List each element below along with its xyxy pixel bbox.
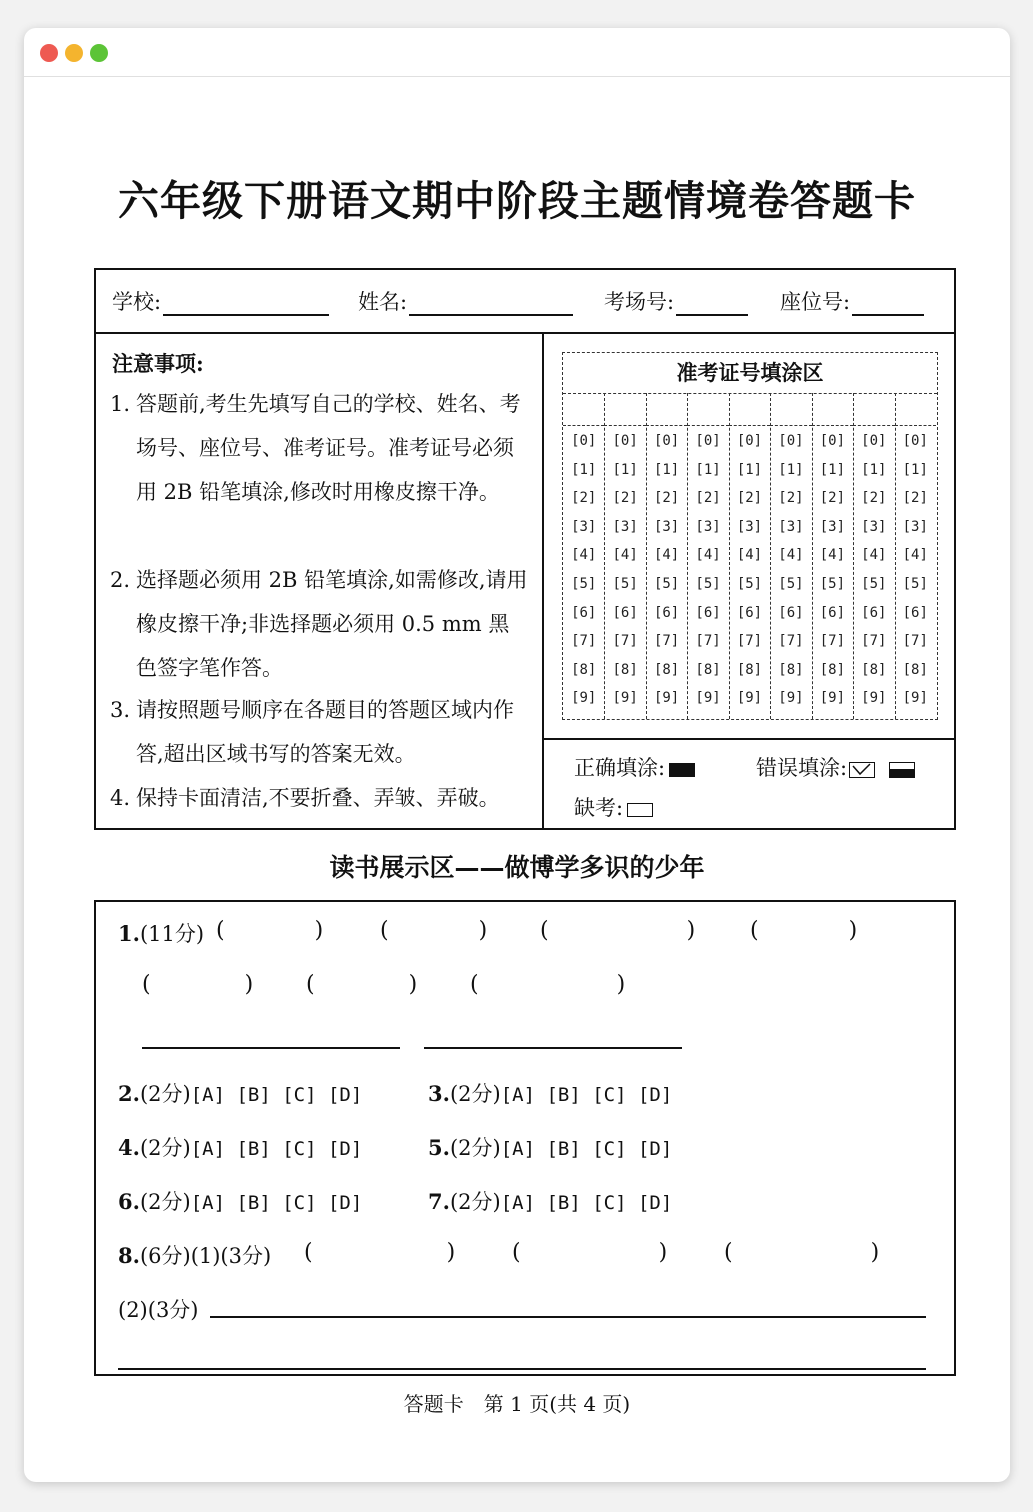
exam-id-bubble[interactable]: [1] [736, 461, 763, 478]
exam-id-bubble[interactable]: [4] [902, 547, 928, 564]
exam-id-bubble[interactable]: [5] [653, 576, 680, 592]
exam-id-bubble[interactable]: [1] [819, 461, 846, 478]
seat-label: 座位号: [780, 290, 851, 314]
exam-id-bubble[interactable]: [2] [736, 490, 763, 507]
note-number: 2. [110, 568, 131, 592]
legend-absent-label: 缺考: [574, 796, 624, 820]
answer-line[interactable] [210, 1316, 926, 1318]
exam-id-bubble[interactable]: [6] [902, 604, 928, 621]
legend-correct-label: 正确填涂: [574, 756, 666, 780]
exam-id-bubble[interactable]: [6] [653, 604, 680, 621]
student-info-row [96, 270, 954, 334]
answer-bracket[interactable]: ( ) [724, 1240, 880, 1265]
exam-id-write-box[interactable] [729, 393, 770, 426]
exam-id-write-box[interactable] [646, 393, 687, 426]
choice-options[interactable]: [A] [B] [C] [D] [190, 1084, 363, 1106]
exam-id-bubble[interactable]: [2] [778, 490, 804, 507]
note-item [110, 776, 528, 820]
exam-room-input-line[interactable] [676, 292, 748, 316]
answer-line[interactable] [142, 1047, 400, 1049]
name-field [358, 286, 573, 316]
note-item [110, 688, 528, 776]
maximize-window-icon[interactable] [90, 44, 108, 62]
question-number: 3. [428, 1081, 450, 1106]
exam-id-bubble[interactable]: [9] [571, 690, 597, 707]
note-number: 1. [110, 392, 131, 416]
answer-bracket[interactable]: ( ) [142, 972, 254, 997]
checkmark-fill-icon [849, 762, 875, 778]
exam-id-column [563, 393, 605, 719]
answer-bracket[interactable]: ( ) [540, 918, 696, 943]
exam-id-bubble[interactable]: [0] [861, 433, 887, 449]
exam-room-field [604, 286, 748, 316]
exam-id-bubble[interactable]: [4] [571, 547, 597, 564]
fill-legend [544, 740, 954, 828]
exam-id-bubble[interactable]: [4] [736, 547, 763, 564]
exam-id-bubble[interactable]: [9] [778, 690, 804, 707]
exam-id-bubble[interactable]: [3] [819, 518, 846, 535]
exam-id-column [853, 393, 895, 719]
exam-id-bubble[interactable]: [5] [612, 576, 638, 592]
exam-id-bubble[interactable]: [2] [861, 490, 887, 507]
exam-id-bubble[interactable]: [1] [778, 461, 804, 478]
exam-id-bubble[interactable]: [5] [736, 576, 763, 592]
page-title: 六年级下册语文期中阶段主题情境卷答题卡 [118, 177, 916, 225]
school-input-line[interactable] [163, 292, 329, 316]
answer-bracket[interactable]: ( ) [470, 972, 626, 997]
exam-id-write-box[interactable] [770, 393, 811, 426]
exam-id-bubble[interactable]: [8] [778, 661, 804, 678]
exam-id-write-box[interactable] [687, 393, 728, 426]
exam-id-write-box[interactable] [563, 393, 604, 426]
exam-id-bubble[interactable]: [9] [902, 690, 928, 707]
section-title: 读书展示区——做博学多识的少年 [329, 853, 705, 882]
legend-absent [574, 792, 653, 822]
exam-id-bubble[interactable]: [5] [861, 576, 887, 592]
exam-id-bubble[interactable]: [8] [571, 661, 597, 678]
seat-field [780, 286, 924, 316]
exam-id-bubble[interactable]: [8] [902, 661, 928, 678]
exam-id-bubble[interactable]: [4] [819, 547, 846, 564]
exam-id-bubble[interactable]: [5] [778, 576, 804, 592]
name-label: 姓名: [358, 290, 408, 314]
exam-id-bubble[interactable]: [3] [695, 518, 721, 535]
exam-id-bubble[interactable]: [1] [902, 461, 928, 478]
answer-bracket[interactable]: ( ) [512, 1240, 668, 1265]
answer-line[interactable] [118, 1368, 926, 1370]
question-1 [118, 918, 204, 948]
seat-input-line[interactable] [852, 292, 924, 316]
question-score: (2分) [449, 1136, 501, 1160]
exam-id-bubble[interactable]: [8] [653, 661, 680, 678]
exam-id-bubble[interactable]: [1] [861, 461, 887, 478]
exam-id-bubble[interactable]: [7] [861, 633, 887, 650]
choice-options[interactable]: [A] [B] [C] [D] [500, 1084, 673, 1106]
exam-id-bubble[interactable]: [8] [736, 661, 763, 678]
exam-id-bubble[interactable]: [7] [736, 633, 763, 650]
exam-id-bubble[interactable]: [8] [612, 661, 638, 678]
exam-id-bubble[interactable]: [2] [612, 490, 638, 507]
exam-id-grid [562, 352, 938, 720]
exam-id-bubble[interactable]: [7] [902, 633, 928, 650]
window-titlebar [24, 28, 1010, 76]
exam-id-bubble[interactable]: [0] [819, 433, 846, 449]
exam-id-bubble[interactable]: [6] [695, 604, 721, 621]
question-score: (6分) [139, 1244, 191, 1268]
exam-id-bubble[interactable]: [1] [612, 461, 638, 478]
exam-id-bubble[interactable]: [6] [819, 604, 846, 621]
notes-title: 注意事项: [112, 351, 204, 376]
question-part-2: (2)(3分) [118, 1298, 199, 1322]
exam-id-bubble[interactable]: [6] [778, 604, 804, 621]
question-score: (2分) [139, 1082, 191, 1106]
school-label: 学校: [112, 290, 162, 314]
exam-id-column [770, 393, 812, 719]
answer-area [94, 900, 956, 1376]
exam-id-column [604, 393, 646, 719]
choice-options[interactable]: [A] [B] [C] [D] [500, 1138, 673, 1160]
exam-id-bubble[interactable]: [3] [571, 518, 597, 535]
exam-id-bubble[interactable]: [0] [653, 433, 680, 449]
minimize-window-icon[interactable] [65, 44, 83, 62]
exam-id-bubble[interactable]: [0] [902, 433, 928, 449]
note-item [110, 382, 528, 514]
question-8 [118, 1240, 271, 1270]
answer-bracket[interactable]: ( ) [306, 972, 418, 997]
titlebar-divider [24, 76, 1010, 77]
notes-panel [96, 332, 544, 828]
exam-id-bubble[interactable]: [1] [695, 461, 721, 478]
question-score: (2分) [139, 1190, 191, 1214]
absent-checkbox[interactable] [627, 803, 653, 817]
exam-id-bubble[interactable]: [7] [612, 633, 638, 650]
exam-id-bubble[interactable]: [7] [653, 633, 680, 650]
answer-bracket[interactable]: ( ) [750, 918, 858, 943]
exam-id-bubble[interactable]: [0] [612, 433, 638, 449]
question-score: (2分) [139, 1136, 191, 1160]
exam-id-bubble[interactable]: [9] [612, 690, 638, 707]
answer-bracket[interactable]: ( ) [216, 918, 324, 943]
exam-id-bubble[interactable]: [9] [653, 690, 680, 707]
question-number: 1. [118, 921, 140, 946]
answer-bracket[interactable]: ( ) [380, 918, 488, 943]
question-2 [118, 1078, 362, 1108]
question-number: 6. [118, 1189, 140, 1214]
exam-id-bubble[interactable]: [4] [778, 547, 804, 564]
exam-id-bubble[interactable]: [5] [695, 576, 721, 592]
exam-id-bubble[interactable]: [7] [819, 633, 846, 650]
exam-id-title: 准考证号填涂区 [563, 353, 937, 394]
choice-options[interactable]: [A] [B] [C] [D] [500, 1192, 673, 1214]
school-field [112, 286, 329, 316]
exam-id-bubble[interactable]: [9] [736, 690, 763, 707]
answer-bracket[interactable]: ( ) [304, 1240, 456, 1265]
question-score: (11分) [139, 922, 205, 946]
exam-id-bubble[interactable]: [4] [861, 547, 887, 564]
exam-id-write-box[interactable] [853, 393, 894, 426]
exam-id-bubble[interactable]: [7] [778, 633, 804, 650]
exam-id-bubble[interactable]: [4] [695, 547, 721, 564]
close-window-icon[interactable] [40, 44, 58, 62]
exam-id-bubble[interactable]: [5] [819, 576, 846, 592]
legend-correct [574, 752, 695, 782]
note-text: 保持卡面清洁,不要折叠、弄皱、弄破。 [136, 786, 500, 810]
exam-id-write-box[interactable] [812, 393, 853, 426]
question-3 [428, 1078, 672, 1108]
exam-id-bubble[interactable]: [6] [736, 604, 763, 621]
question-number: 4. [118, 1135, 140, 1160]
exam-id-bubble[interactable]: [8] [695, 661, 721, 678]
exam-id-bubble[interactable]: [3] [861, 518, 887, 535]
exam-id-bubble[interactable]: [2] [695, 490, 721, 507]
exam-id-bubble[interactable]: [5] [571, 576, 597, 592]
correct-fill-mark-icon [669, 763, 695, 777]
note-text: 答题前,考生先填写自己的学校、姓名、考场号、座位号、准考证号。准考证号必须用 2B 铅笔填涂,修改时用橡皮擦干净。 [136, 392, 521, 504]
exam-id-bubble[interactable]: [0] [778, 433, 804, 449]
exam-id-bubble[interactable]: [7] [571, 633, 597, 650]
choice-options[interactable]: [A] [B] [C] [D] [190, 1138, 363, 1160]
document-window [24, 28, 1010, 1482]
legend-wrong-label: 错误填涂: [756, 756, 848, 780]
exam-id-column [812, 393, 854, 719]
question-8-part-2 [118, 1294, 199, 1324]
page-footer: 答题卡 第 1 页(共 4 页) [403, 1392, 631, 1416]
exam-room-label: 考场号: [604, 290, 675, 314]
half-fill-mark-icon [889, 762, 915, 778]
exam-id-bubble[interactable]: [1] [571, 461, 597, 478]
exam-id-bubble[interactable]: [9] [861, 690, 887, 707]
exam-id-bubble[interactable]: [8] [861, 661, 887, 678]
exam-id-bubble[interactable]: [3] [653, 518, 680, 535]
question-6 [118, 1186, 362, 1216]
exam-id-bubble[interactable]: [2] [571, 490, 597, 507]
exam-id-bubble[interactable]: [4] [612, 547, 638, 564]
name-input-line[interactable] [409, 292, 573, 316]
exam-id-bubble[interactable]: [0] [571, 433, 597, 449]
question-5 [428, 1132, 672, 1162]
exam-id-bubble[interactable]: [3] [778, 518, 804, 535]
answer-line[interactable] [424, 1047, 682, 1049]
question-score: (2分) [449, 1190, 501, 1214]
exam-id-bubble[interactable]: [9] [819, 690, 846, 707]
note-text: 选择题必须用 2B 铅笔填涂,如需修改,请用橡皮擦干净;非选择题必须用 0.5 mm 黑色签字笔作答。 [136, 568, 528, 680]
exam-id-bubble[interactable]: [4] [653, 547, 680, 564]
legend-wrong [756, 752, 915, 782]
note-number: 4. [110, 786, 131, 810]
question-score: (2分) [449, 1082, 501, 1106]
note-number: 3. [110, 698, 131, 722]
exam-id-area [544, 332, 954, 740]
question-4 [118, 1132, 362, 1162]
question-number: 7. [428, 1189, 450, 1214]
exam-id-column [729, 393, 771, 719]
note-item [110, 558, 528, 690]
exam-id-bubble[interactable]: [3] [736, 518, 763, 535]
exam-id-bubble[interactable]: [0] [736, 433, 763, 449]
note-text: 请按照题号顺序在各题目的答题区域内作答,超出区域书写的答案无效。 [136, 698, 514, 766]
exam-id-bubble[interactable]: [9] [695, 690, 721, 707]
exam-id-bubble[interactable]: [2] [653, 490, 680, 507]
exam-id-bubble[interactable]: [6] [861, 604, 887, 621]
question-number: 2. [118, 1081, 140, 1106]
exam-id-write-box[interactable] [895, 393, 936, 426]
exam-id-column [646, 393, 688, 719]
exam-id-bubble[interactable]: [6] [612, 604, 638, 621]
question-part-1: (1)(3分) [190, 1244, 272, 1268]
exam-id-bubble[interactable]: [3] [902, 518, 928, 535]
exam-id-column [895, 393, 936, 719]
exam-id-bubble[interactable]: [0] [695, 433, 721, 449]
question-7 [428, 1186, 672, 1216]
exam-id-bubble[interactable]: [2] [819, 490, 846, 507]
exam-id-bubble[interactable]: [8] [819, 661, 846, 678]
exam-id-bubble[interactable]: [1] [653, 461, 680, 478]
exam-id-bubble[interactable]: [6] [571, 604, 597, 621]
choice-options[interactable]: [A] [B] [C] [D] [190, 1192, 363, 1214]
exam-id-write-box[interactable] [604, 393, 645, 426]
exam-id-bubble[interactable]: [5] [902, 576, 928, 592]
exam-id-bubble[interactable]: [2] [902, 490, 928, 507]
exam-id-bubble[interactable]: [3] [612, 518, 638, 535]
info-box [94, 268, 956, 830]
question-number: 5. [428, 1135, 450, 1160]
exam-id-column [687, 393, 729, 719]
question-number: 8. [118, 1243, 140, 1268]
exam-id-bubble[interactable]: [7] [695, 633, 721, 650]
